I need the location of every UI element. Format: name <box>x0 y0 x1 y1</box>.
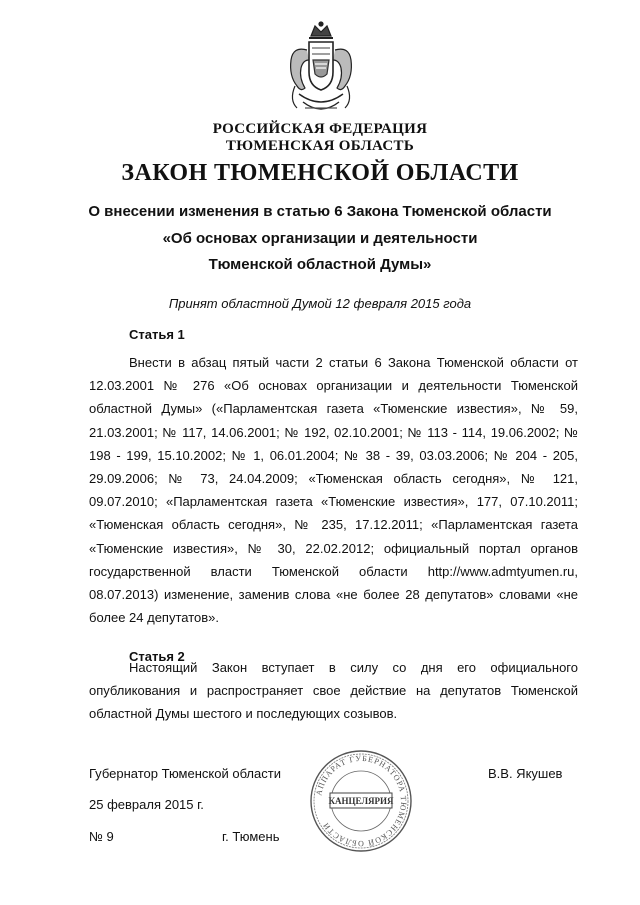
country-heading: РОССИЙСКАЯ ФЕДЕРАЦИЯ <box>212 121 428 137</box>
article-2-title: Статья 2 <box>129 649 185 664</box>
law-number: № 9 <box>89 829 114 844</box>
coat-of-arms-emblem <box>285 20 357 120</box>
office-stamp <box>308 748 414 854</box>
region-heading: ТЮМЕНСКАЯ ОБЛАСТЬ <box>225 138 415 154</box>
signatory-position: Губернатор Тюменской области <box>89 766 281 781</box>
law-subject-line-1: О внесении изменения в статью 6 Закона Тюменской области <box>88 203 552 220</box>
law-title: ЗАКОН ТЮМЕНСКОЙ ОБЛАСТИ <box>121 160 519 186</box>
stamp-center-text: КАНЦЕЛЯРИЯ <box>328 796 394 806</box>
article-1-title: Статья 1 <box>129 327 185 342</box>
law-subject-line-2: «Об основах организации и деятельности <box>162 230 478 247</box>
signing-city: г. Тюмень <box>222 829 280 844</box>
signatory-name: В.В. Якушев <box>488 766 563 781</box>
law-subject-line-3: Тюменской областной Думы» <box>208 256 432 273</box>
signing-date: 25 февраля 2015 г. <box>89 797 204 812</box>
article-1-text: Внести в абзац пятый части 2 статьи 6 Закона Тюменской области от 12.03.2001 № 276 «Об основах организации и деятельности Тюменской областной Думы» («Парламентская газета «Тюменские известия», № 59, 21.03.2001; № 117, 14.06.2001; № 192, 02.10.2001; № 113 - 114, 19.06.2002; № 198 - 199, 15.10.2002; № 1, 06.01.2004; № 38 - 39, 03.03.2006; № 204 - 205, 29.09.2006; № 73, 24.04.2009; «Тюменская область сегодня», № 121, 09.07.2010; «Парламентская газета «Тюменские известия», 177, 07.10.2011; «Тюменская область сегодня», № 235, 17.12.2011; «Парламентская газета «Тюменские известия», № 30, 22.02.2012; официальный портал органов государственной власти Тюменской области http://www.admtyumen.ru, 08.07.2013) изменение, заменив слова «не более 28 депутатов» словами «не более 24 депутатов». <box>89 355 578 626</box>
stamp-ring-text: АППАРАТ ГУБЕРНАТОРА ТЮМЕНСКОЙ ОБЛАСТИ <box>314 753 409 849</box>
adoption-note: Принят областной Думой 12 февраля 2015 года <box>168 296 472 311</box>
article-2-text: Настоящий Закон вступает в силу со дня его официального опубликования и распространяет свое действие на депутатов Тюменской областной Думы шестого и последующих созывов. <box>89 660 578 722</box>
